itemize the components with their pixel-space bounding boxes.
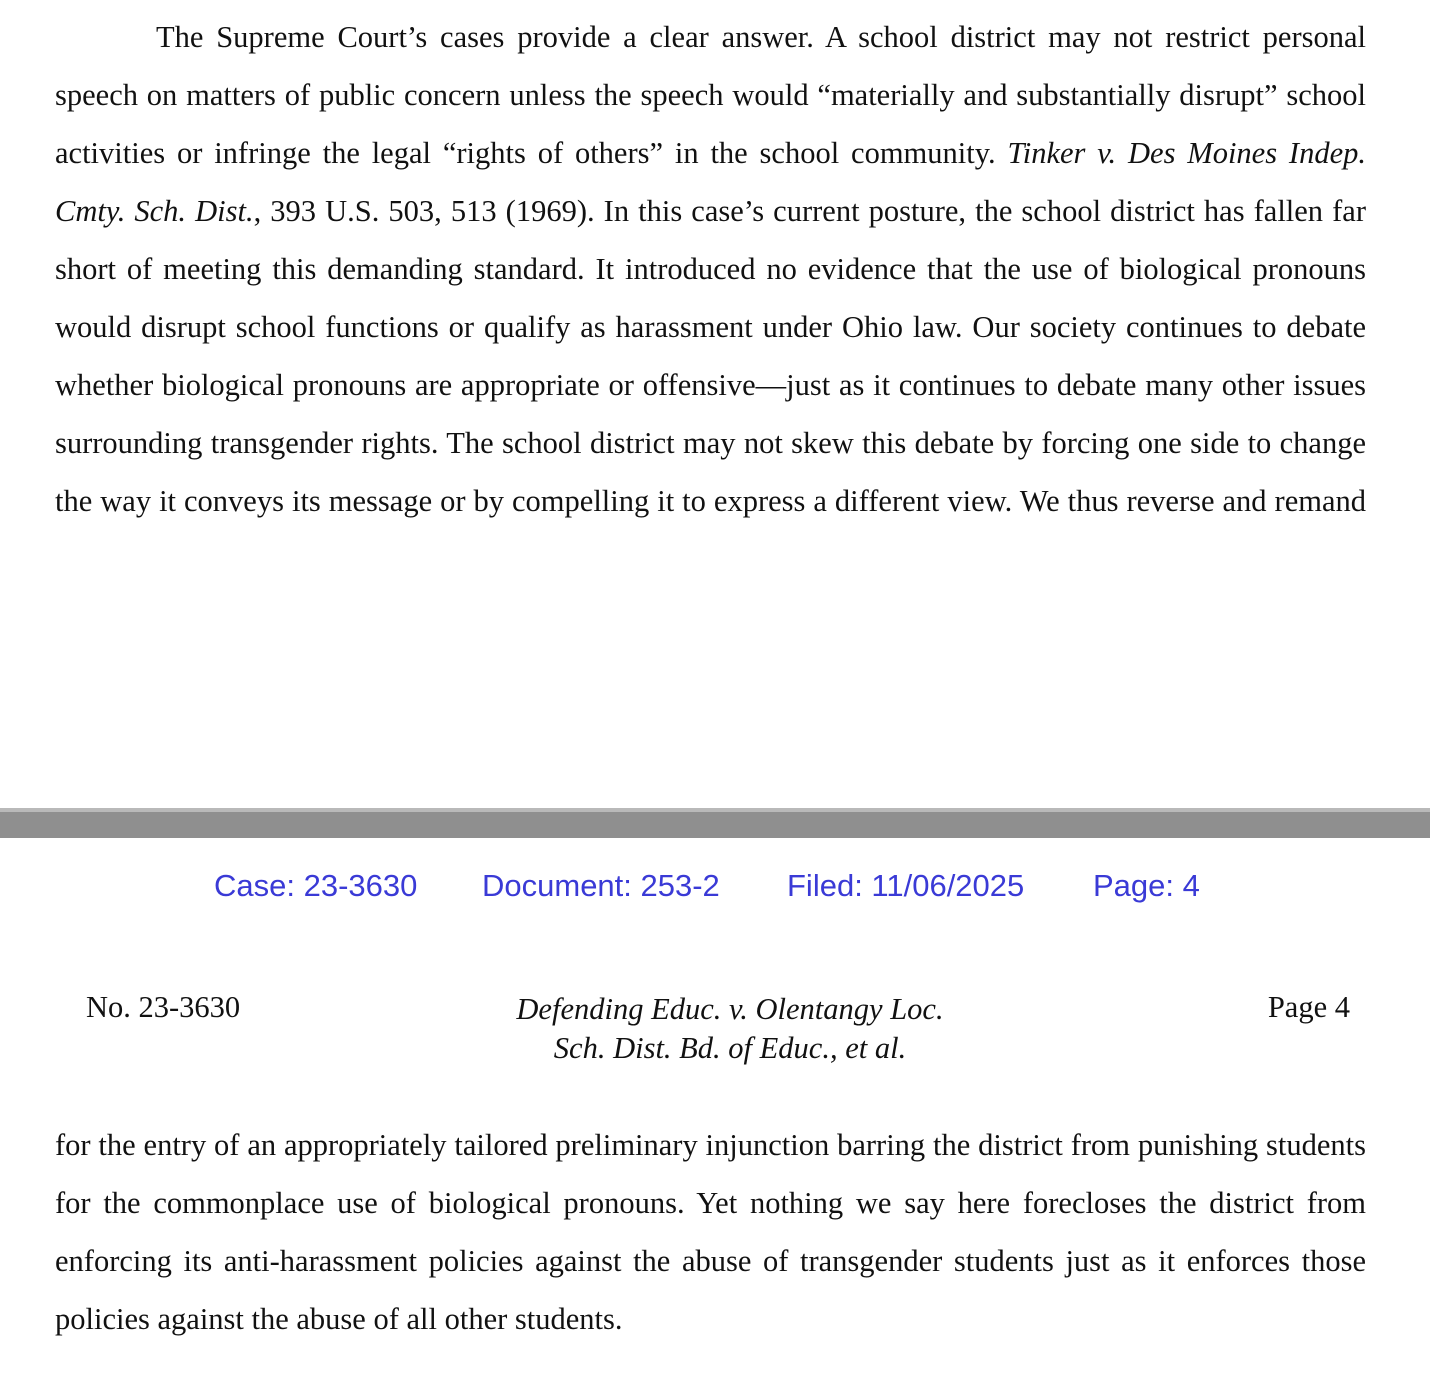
opinion-paragraph-upper <box>55 8 1366 530</box>
case-caption-line-1: Defending Educ. v. Olentangy Loc. <box>516 992 944 1026</box>
filing-page-number: Page: 4 <box>1093 868 1200 903</box>
case-caption-line-2 <box>430 1029 1030 1068</box>
case-caption-line-2-suffix: , et al. <box>829 1031 907 1065</box>
running-head-page-number: Page 4 <box>1267 990 1350 1024</box>
opinion-paragraph-lower: for the entry of an appropriately tailored preliminary injunction barring the district from punishing students for the commonplace use of biological pronouns. Yet nothing we say here forecloses the district from enforcing its anti-harassment policies against the abuse of transgender students just as it enforces those policies against the abuse of all other students. <box>55 1128 1366 1336</box>
page-separator <box>0 808 1430 838</box>
case-caption-line-2-main: Sch. Dist. Bd. of Educ. <box>553 1031 830 1065</box>
court-filing-header <box>0 868 1430 910</box>
case-citation-name: Tinker v. Des Moines Indep. Cmty. Sch. Dist. <box>55 136 1366 228</box>
filing-document-number: Document: 253-2 <box>482 868 720 903</box>
filing-case-number: Case: 23-3630 <box>214 868 418 903</box>
docket-number: No. 23-3630 <box>86 990 241 1024</box>
case-caption <box>430 990 1030 1068</box>
running-head <box>0 990 1430 1070</box>
filing-date: Filed: 11/06/2025 <box>787 868 1025 903</box>
paragraph-text-part-1: The Supreme Court’s cases provide a clear answer. A school district may not restrict personal speech on matters of public concern unless the speech would “materially and substantially disrupt” school activities or infringe the legal “rights of others” in the school community. <box>55 20 1366 170</box>
paragraph-text-part-2: , 393 U.S. 503, 513 (1969). In this case’s current posture, the school district has fallen far short of meeting this demanding standard. It introduced no evidence that the use of biological pronouns would disrupt school functions or qualify as harassment under Ohio law. Our society continues to debate whether biological pronouns are appropriate or offensive—just as it continues to debate many other issues surrounding transgender rights. The school district may not skew this debate by forcing one side to change the way it conveys its message or by compelling it to express a different view. We thus reverse and remand <box>55 194 1366 518</box>
